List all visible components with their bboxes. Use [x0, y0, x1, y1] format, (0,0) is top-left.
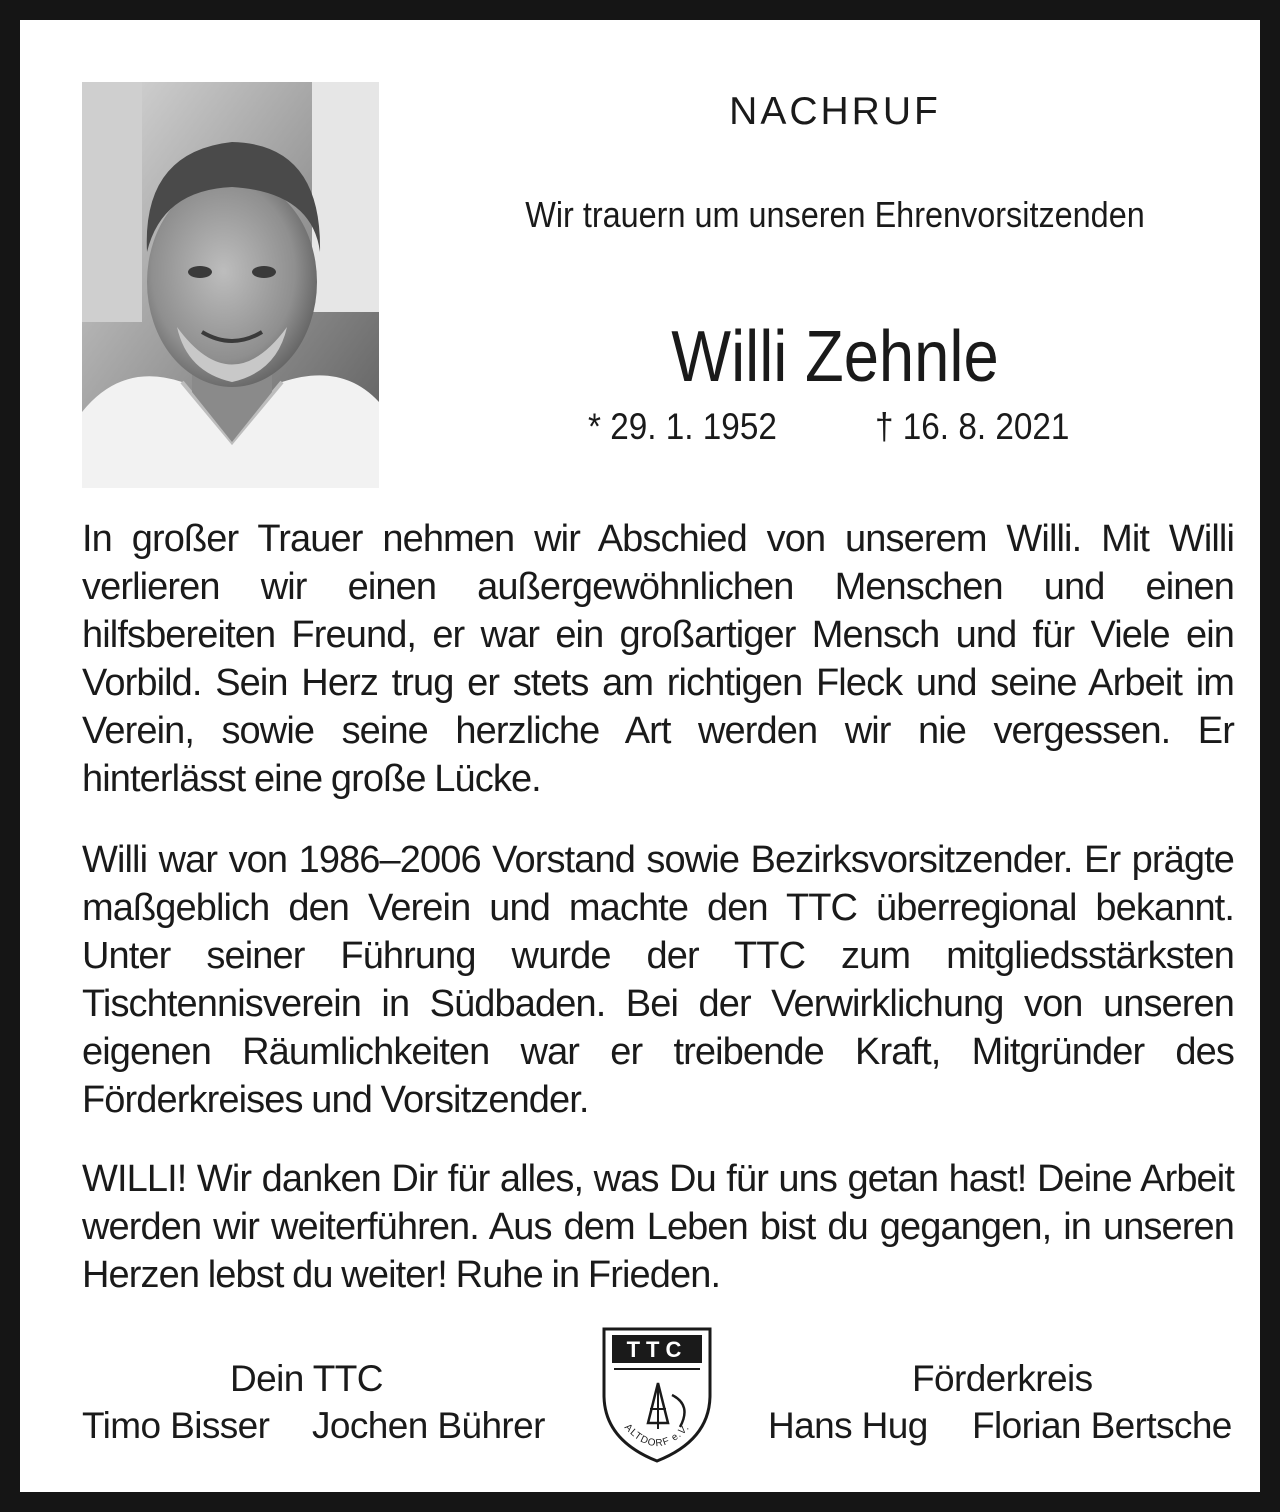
signature-right-name-2: Florian Bertsche — [972, 1405, 1232, 1446]
paragraph-1: In großer Trauer nehmen wir Abschied von unserem Willi. Mit Willi verlieren wir einen außergewöhnlichen Menschen und einen hilfsbereiten Freund, er war ein großartiger Mensch und für Viele ein Vorbild. Sein Herz trug er stets am richtigen Fleck und seine Arbeit im Verein, sowie seine herzliche Art werden wir nie vergessen. Er hinterlässt eine große Lücke. — [82, 518, 1234, 800]
birth-date: * 29. 1. 1952 — [588, 406, 777, 447]
paragraph-2: Willi war von 1986–2006 Vorstand sowie Bezirksvorsitzender. Er prägte maßgeblich den Verein und machte den TTC überregional bekannt. Unter seiner Führung wurde der TTC zum mitgliedsstärksten Tischtennisverein in Südbaden. Bei der Verwirklichung von unseren eigenen Räumlichkeiten war er treibende Kraft, Mitgründer des Förderkreises und Vorsitzender. — [82, 839, 1234, 1121]
logo-top-text: TTC — [626, 1337, 688, 1362]
deceased-name: Willi Zehnle — [671, 317, 999, 397]
paragraph-3: WILLI! Wir danken Dir für alles, was Du für uns getan hast! Deine Arbeit werden wir weiterführen. Aus dem Leben bist du gegangen, in unseren Herzen lebst du weiter! Ruhe in Frieden. — [82, 1158, 1234, 1296]
obituary-title: NACHRUF — [729, 90, 941, 133]
ttc-club-logo — [600, 1325, 714, 1465]
intro-line: Wir trauern um unseren Ehrenvorsitzenden — [525, 194, 1145, 235]
portrait-illustration — [82, 82, 379, 488]
signature-left-title: Dein TTC — [230, 1358, 383, 1399]
signature-left-name-1: Timo Bisser — [82, 1405, 270, 1446]
signature-right-name-1: Hans Hug — [768, 1405, 928, 1446]
signature-left-name-2: Jochen Bührer — [312, 1405, 545, 1446]
portrait-photo — [82, 82, 379, 488]
logo-arc-text: ALTDORF e.V. — [621, 1421, 693, 1450]
death-date: † 16. 8. 2021 — [875, 406, 1070, 447]
signature-right-title: Förderkreis — [912, 1358, 1093, 1399]
